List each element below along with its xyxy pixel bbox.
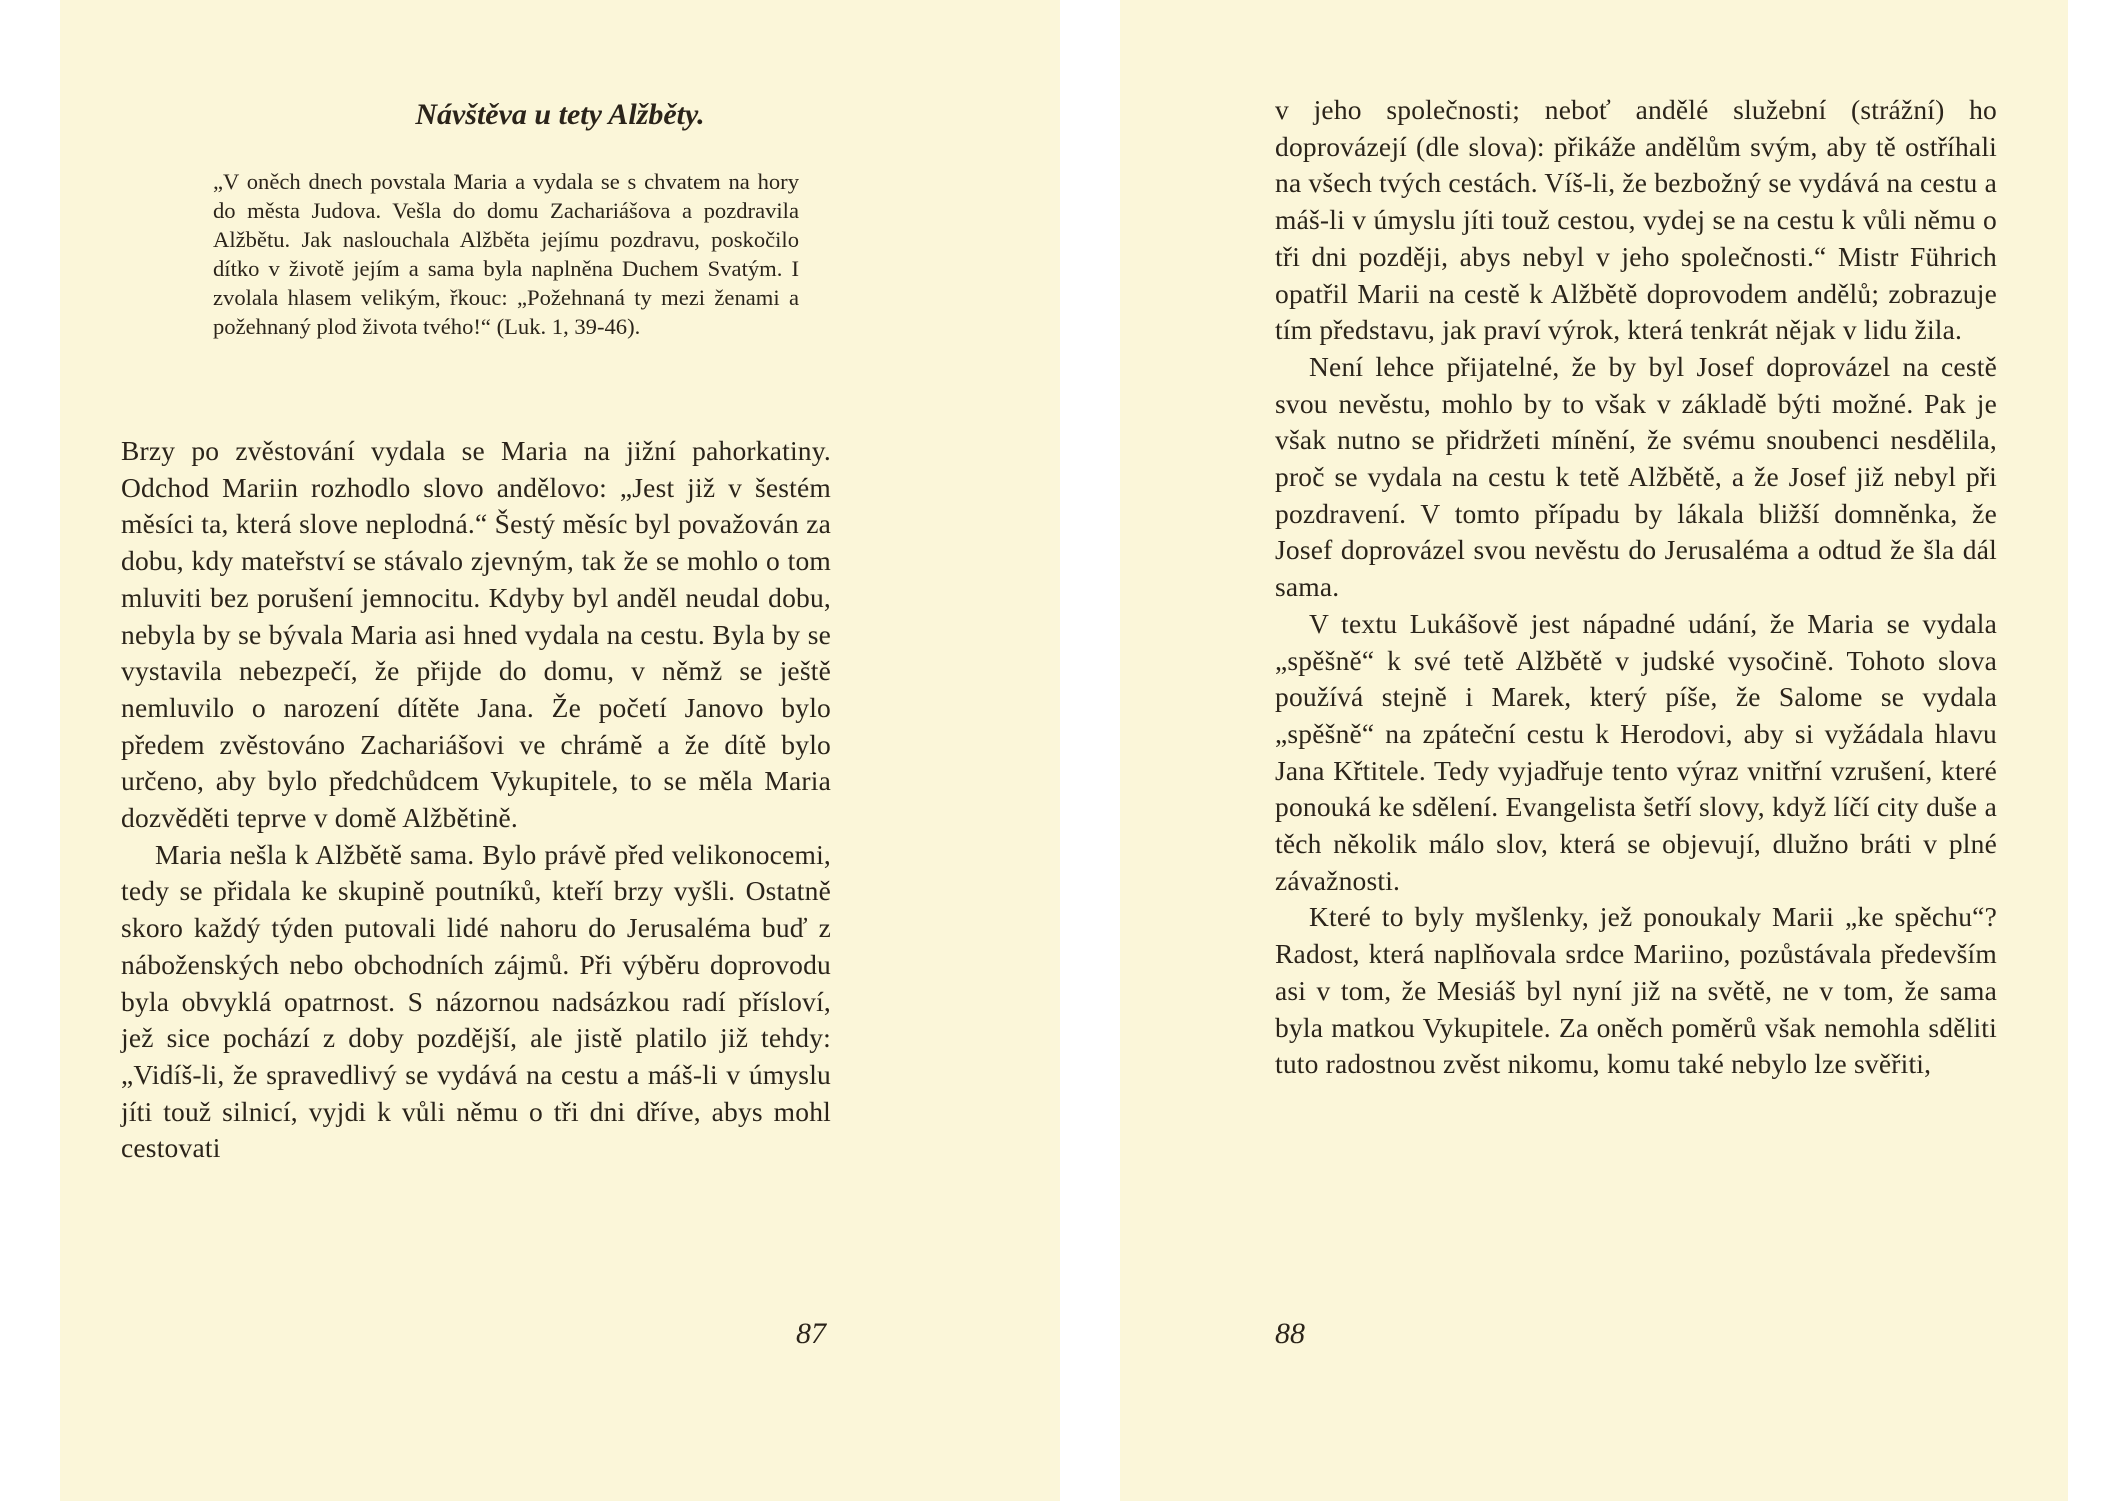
paragraph: v jeho společnosti; neboť andělé služební (strážní) ho doprovázejí (dle slova): přikáže andělům svým, aby tě ostříhali na všech tvých cestách. Víš-li, že bezbožný se vydává na cestu a máš-li v úmyslu jíti touž cestou, vydej se na cestu k vůli němu o tři dni později, abys nebyl v jeho společnosti.“ Mistr Führich opatřil Marii na cestě k Alžbětě doprovodem andělů; zobrazuje tím představu, jak praví výrok, která tenkrát nějak v lidu žila.: [1275, 94, 1997, 346]
page-number: 88: [1275, 1317, 1305, 1350]
left-text-column: [121, 433, 831, 1167]
right-text-column: [1275, 92, 1997, 1083]
paragraph: Brzy po zvěstování vydala se Maria na jižní pahorkatiny. Odchod Mariin rozhodlo slovo andělovo: „Jest již v šestém měsíci ta, která slove neplodná.“ Šestý měsíc byl považován za dobu, kdy mateřství se stávalo zjevným, tak že se mohlo o tom mluviti bez porušení jemnocitu. Kdyby byl anděl neudal dobu, nebyla by se bývala Maria asi hned vydala na cestu. Byla by se vystavila nebezpečí, že přijde do domu, v němž se ještě nemluvilo o narození dítěte Jana. Že početí Janovo bylo předem zvěstováno Zachariášovi ve chrámě a že dítě bylo určeno, aby bylo předchůdcem Vykupitele, to se měla Maria dozvěděti teprve v domě Alžbětině.: [121, 435, 831, 834]
paragraph: Které to byly myšlenky, jež ponoukaly Marii „ke spěchu“? Radost, která naplňovala srdce Mariino, pozůstávala především asi v tom, že Mesiáš byl nyní již na světě, ne v tom, že sama byla matkou Vykupitele. Za oněch poměrů však nemohla sděliti tuto radostnou zvěst nikomu, komu také nebylo lze svěřiti,: [1275, 901, 1997, 1080]
chapter-title: Návštěva u tety Alžběty.: [415, 98, 705, 131]
paragraph: Maria nešla k Alžbětě sama. Bylo právě před velikonocemi, tedy se přidala ke skupině poutníků, kteří brzy vyšli. Ostatně skoro každý týden putovali lidé nahoru do Jerusaléma buď z náboženských nebo obchodních zájmů. Při výběru doprovodu byla obvyklá opatrnost. S názornou nadsázkou radí přísloví, jež sice pochází z doby pozdější, ale jistě platilo již tehdy: „Vidíš-li, že spravedlivý se vydává na cestu a máš-li v úmyslu jíti touž silnicí, vyjdi k vůli němu o tři dni dříve, abys mohl cestovati: [121, 838, 831, 1164]
paragraph: V textu Lukášově jest nápadné udání, že Maria se vydala „spěšně“ k své tetě Alžbětě v judské vysočině. Tohoto slova používá stejně i Marek, který píše, že Salome se vydala „spěšně“ na zpáteční cestu k Herodovi, aby si vyžádala hlavu Jana Křtitele. Tedy vyjadřuje tento výraz vnitřní vzrušení, které ponouká ke sdělení. Evangelista šetří slovy, když líčí city duše a těch několik málo slov, která se objevují, dlužno bráti v plné závažnosti.: [1275, 607, 1997, 896]
page-number: 87: [796, 1317, 826, 1350]
paragraph: Není lehce přijatelné, že by byl Josef doprovázel na cestě svou nevěstu, mohlo by to však v základě býti možné. Pak je však nutno se přidržeti mínění, že svému snoubenci nesdělila, proč se vydala na cestu k tetě Alžbětě, a že Josef již nebyl při pozdravení. V tomto případu by lákala bližší domněnka, že Josef doprovázel svou nevěstu do Jerusaléma a odtud že šla dál sama.: [1275, 350, 1997, 603]
right-page: [1120, 0, 2068, 1501]
left-page: [60, 0, 1060, 1501]
scripture-quote: „V oněch dnech povstala Maria a vydala se s chvatem na hory do města Judova. Vešla do domu Zachariášova a pozdravila Alžbětu. Jak naslouchala Alžběta jejímu pozdravu, poskočilo dítko v životě jejím a sama byla naplněna Duchem Svatým. I zvolala hlasem velikým, řkouc: „Požehnaná ty mezi ženami a požehnaný plod života tvého!“ (Luk. 1, 39-46).: [213, 169, 799, 339]
